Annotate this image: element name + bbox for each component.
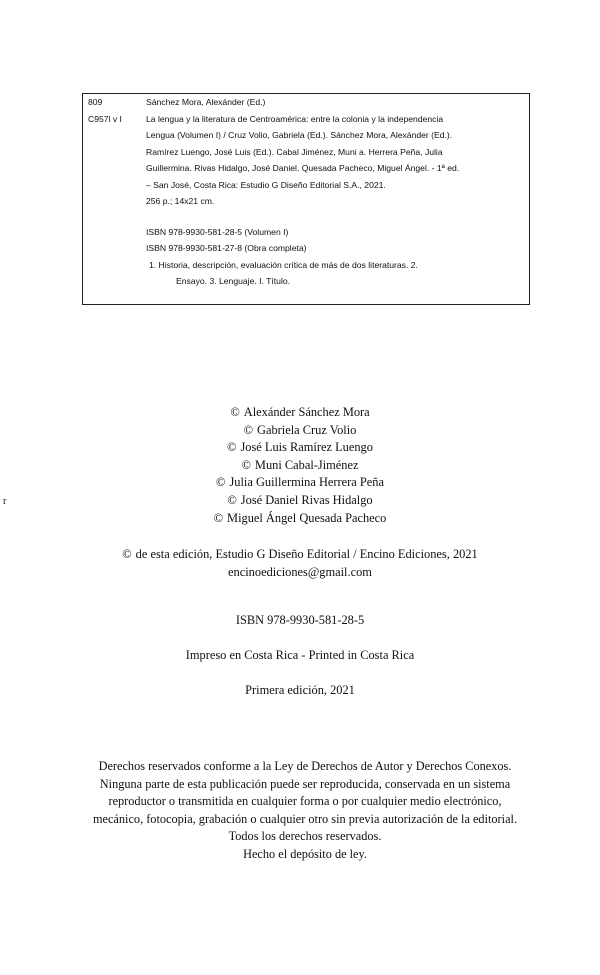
isbn-line: ISBN 978-9930-581-28-5	[235, 613, 365, 627]
catalog-line: 256 p.; 14x21 cm.	[146, 196, 215, 206]
rights-line: Derechos reservados conforme a la Ley de Derechos de Autor y Derechos Conexos.	[98, 759, 512, 773]
author-credit: © Miguel Ángel Quesada Pacheco	[213, 510, 387, 525]
catalog-codes	[88, 94, 143, 127]
rights-line: mecánico, fotocopia, grabación o cualquier otro sin previa autorización de la editorial.	[92, 811, 518, 826]
rights-notice	[70, 758, 540, 864]
copyright-icon: ©	[230, 405, 240, 419]
author-credit: © Muni Cabal-Jiménez	[241, 457, 359, 472]
copyright-icon: ©	[122, 547, 132, 562]
catalog-line: La lengua y la literatura de Centroamérica: entre la colonia y la independencia	[146, 113, 444, 124]
author-credit: © Gabriela Cruz Volio	[243, 422, 357, 437]
catalog-body	[146, 94, 526, 290]
catalog-line: Ramírez Luengo, José Luis (Ed.). Cabal Jiménez, Muni a. Herrera Peña, Julia	[146, 146, 443, 157]
catalog-subjects: 1. Historia, descripción, evaluación crítica de más de dos literaturas. 2.	[149, 259, 418, 270]
copyright-icon: ©	[227, 492, 237, 507]
copyright-credits	[0, 404, 600, 581]
rights-line: reproductor o transmitida en cualquier forma o por cualquier medio electrónico,	[108, 794, 502, 809]
cutter-number: C957l v I	[88, 113, 122, 124]
copyright-icon: ©	[227, 440, 237, 455]
copyright-icon: ©	[213, 510, 224, 525]
first-edition: Primera edición, 2021	[245, 683, 355, 697]
copyright-icon: ©	[243, 422, 254, 437]
margin-mark: r	[3, 496, 7, 507]
author-credit: © Julia Guillermina Herrera Peña	[216, 475, 384, 490]
rights-line: Ninguna parte de esta publicación puede ser reproducida, conservada en un sistema	[99, 776, 511, 791]
edition-credit: © de esta edición, Estudio G Diseño Editorial / Encino Ediciones, 2021	[122, 547, 478, 562]
author-credit: © José Daniel Rivas Hidalgo	[227, 492, 373, 507]
catalog-line: Sánchez Mora, Alexánder (Ed.)	[146, 97, 266, 107]
catalog-line: Guillermina. Rivas Hidalgo, José Daniel. Quesada Pacheco, Miguel Ángel. - 1ª ed.	[146, 163, 460, 173]
catalog-subjects: Ensayo. 3. Lenguaje. I. Título.	[176, 276, 291, 286]
author-credit: © Alexánder Sánchez Mora	[230, 405, 370, 419]
author-credit: © José Luis Ramírez Luengo	[227, 440, 373, 455]
catalog-line: Lengua (Volumen I) / Cruz Volio, Gabriela (Ed.). Sánchez Mora, Alexánder (Ed.).	[146, 130, 453, 140]
catalog-line: – San José, Costa Rica: Estudio G Diseño Editorial S.A., 2021.	[146, 179, 386, 190]
publisher-email: encinoediciones@gmail.com	[228, 564, 372, 579]
printed-in: Impreso en Costa Rica - Printed in Costa Rica	[185, 648, 415, 662]
copyright-icon: ©	[241, 457, 251, 472]
class-number: 809	[88, 97, 103, 107]
catalog-record	[82, 93, 530, 305]
copyright-icon: ©	[216, 475, 226, 490]
rights-line: Hecho el depósito de ley.	[243, 846, 367, 861]
catalog-isbn: ISBN 978-9930-581-27-8 (Obra completa)	[146, 243, 307, 253]
rights-line: Todos los derechos reservados.	[228, 829, 382, 844]
catalog-isbn: ISBN 978-9930-581-28-5 (Volumen I)	[146, 226, 289, 237]
